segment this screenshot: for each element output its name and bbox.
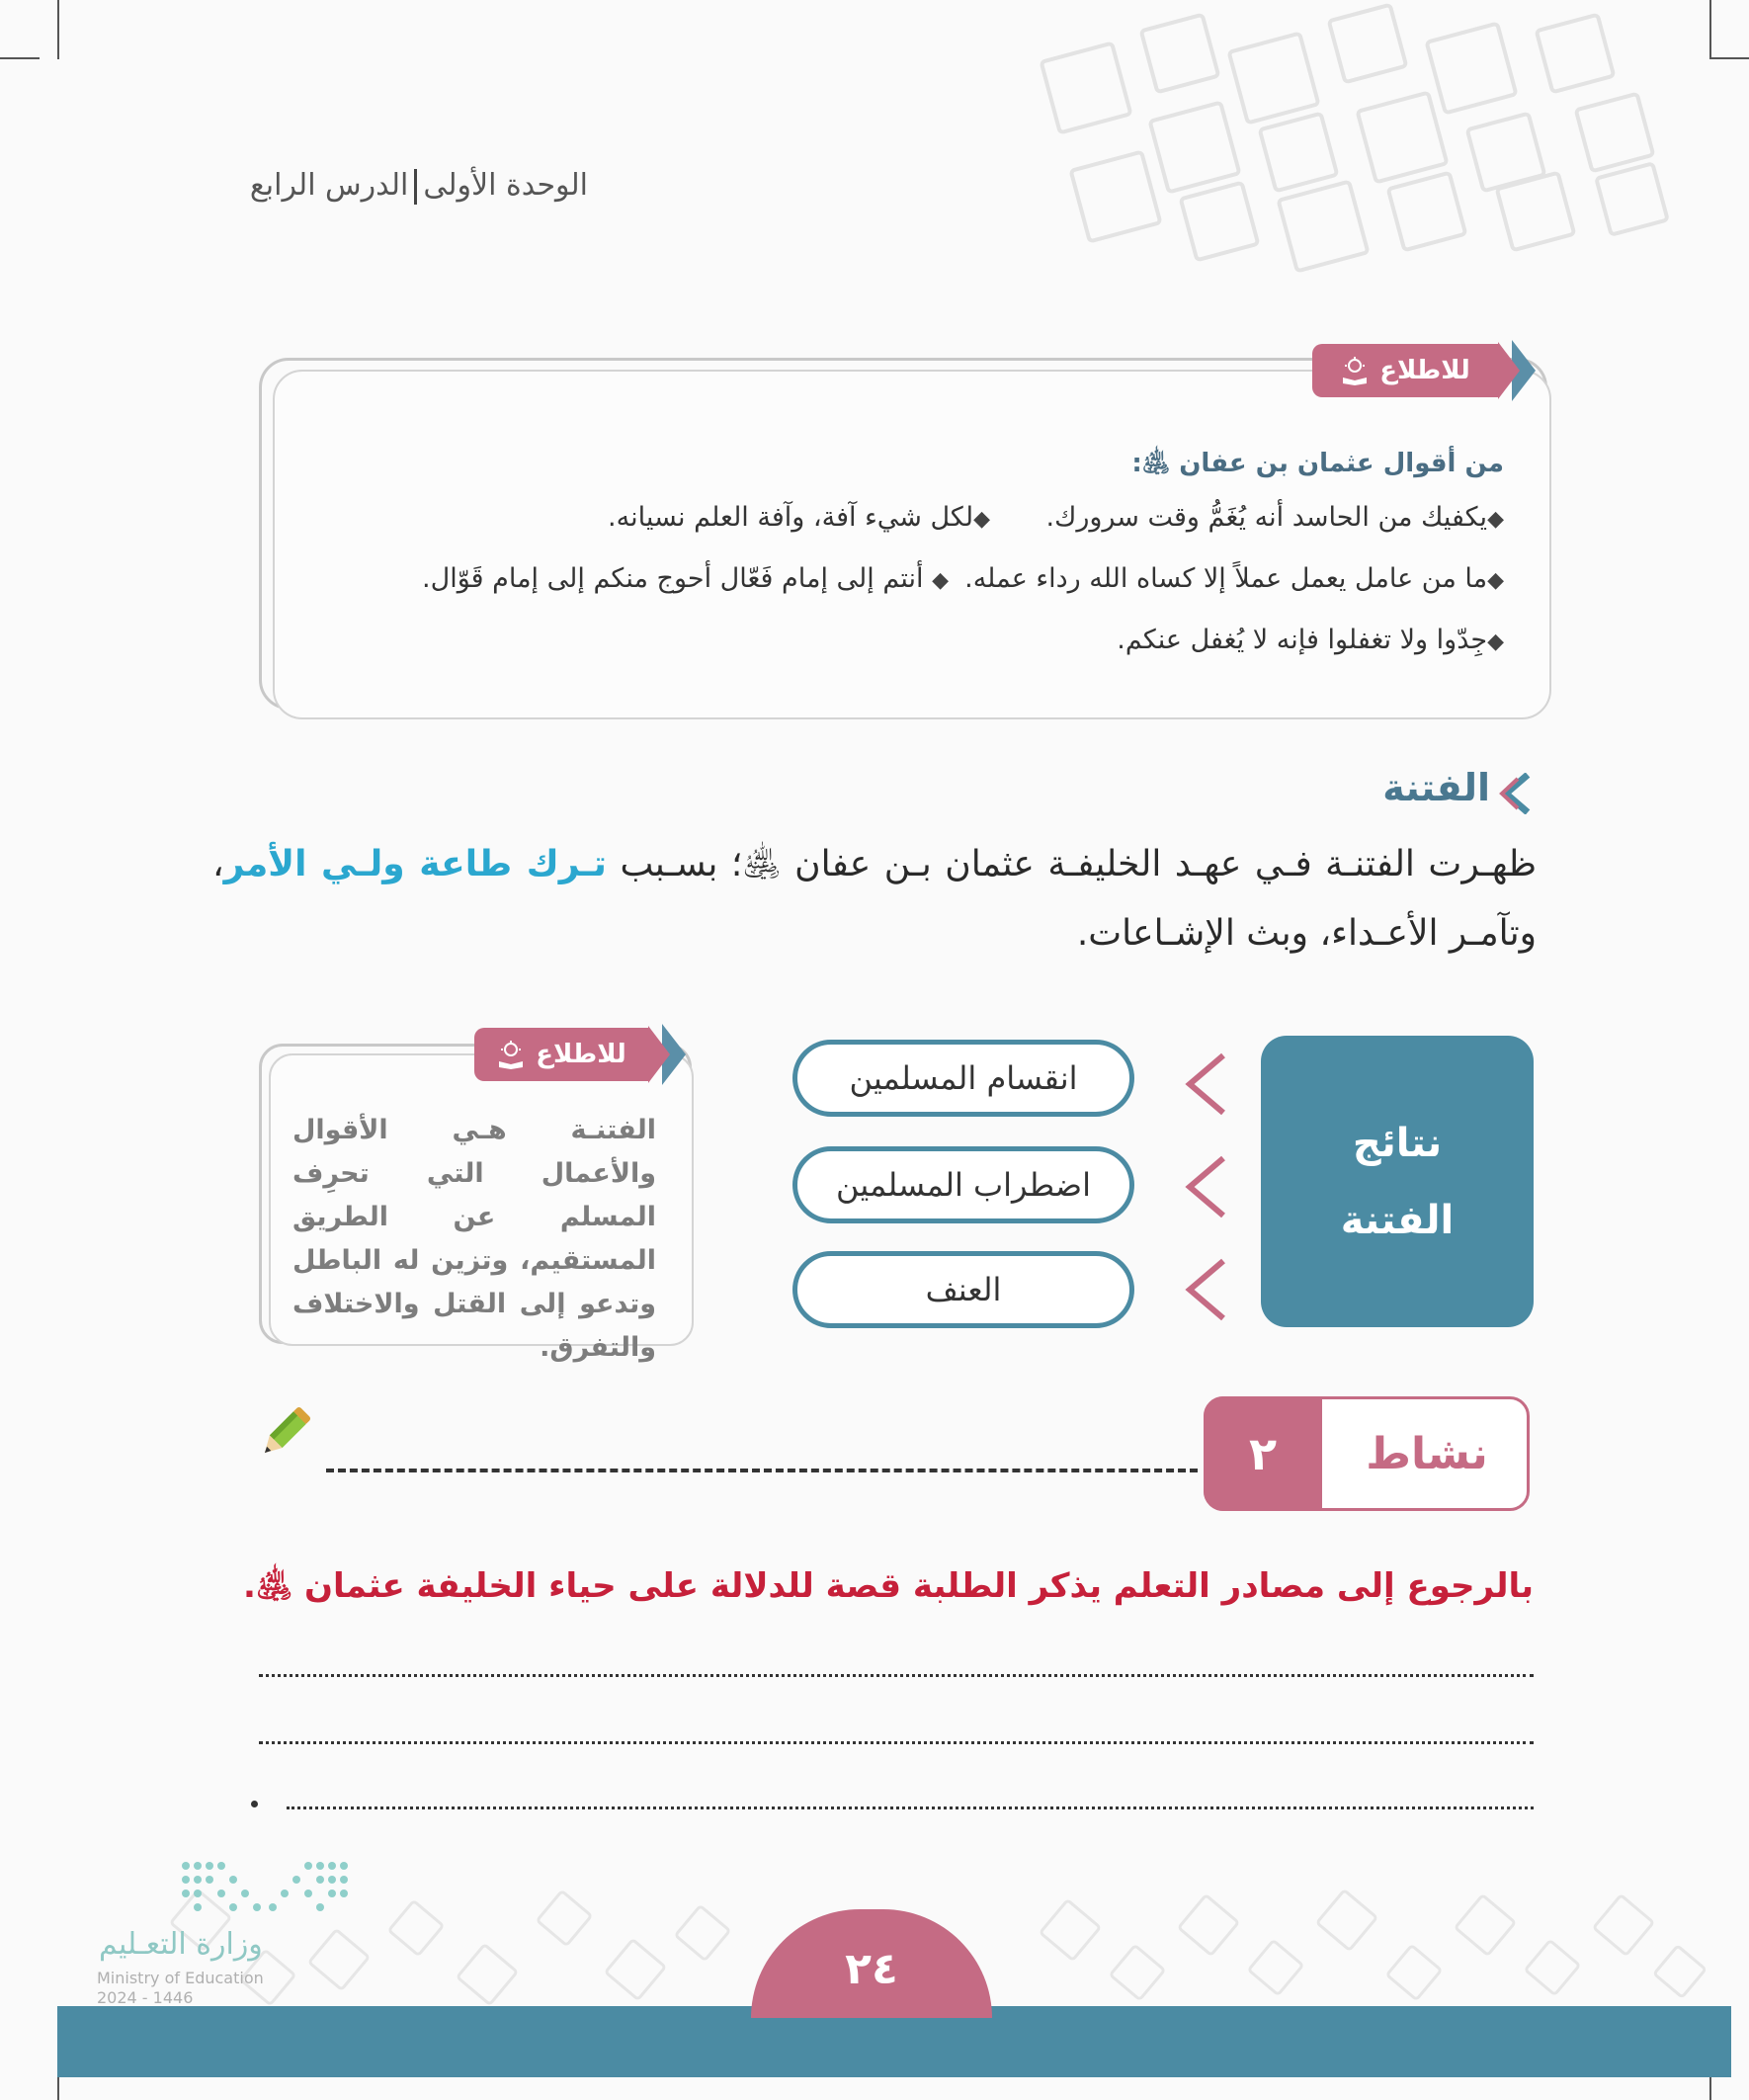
saying-item: ◆لكل شيء آفة، وآفة العلم نسيانه. bbox=[608, 502, 990, 533]
ministry-year: 2024 - 1446 bbox=[97, 1988, 194, 2007]
section-paragraph: ظهـرت الفتنـة فـي عهـد الخليفـة عثمان بـن عفان ﵁؛ بسـبب تـرك طاعة ولـي الأمر، وتآمـر الأعـداء، وبث الإشـاعات. bbox=[212, 844, 1537, 954]
result-item: اضطراب المسلمين bbox=[792, 1146, 1134, 1223]
lesson-title: الدرس الرابع bbox=[249, 168, 409, 203]
ministry-name-en: Ministry of Education bbox=[97, 1969, 264, 1987]
chevron-left-icon bbox=[1182, 1051, 1229, 1117]
crop-mark bbox=[57, 0, 59, 59]
highlighted-term: تـرك طاعة ولـي الأمر bbox=[223, 844, 607, 884]
saying-item: ◆ما من عامل يعمل عملاً إلا كساه الله رداء عمله. bbox=[964, 563, 1504, 594]
activity-number: ٢ bbox=[1204, 1396, 1322, 1511]
pencil-icon bbox=[251, 1401, 316, 1467]
info-badge-label: للاطلاع bbox=[1379, 356, 1470, 385]
info-badge-label: للاطلاع bbox=[536, 1040, 626, 1069]
info-badge bbox=[474, 1028, 648, 1081]
chevron-left-icon bbox=[1182, 1257, 1229, 1322]
crop-mark bbox=[1709, 57, 1749, 59]
results-title-line: الفتنة bbox=[1340, 1197, 1455, 1243]
result-item: انقسام المسلمين bbox=[792, 1040, 1134, 1117]
chevron-left-icon bbox=[1182, 1154, 1229, 1219]
definition-text: الفتنـة هـي الأقوال والأعمال التي تحرِف المسلم عن الطريق المستقيم، وتزين له الباطل وتدعو إلى القتل والاختلاف والتفرق. bbox=[292, 1115, 656, 1363]
result-item: العنف bbox=[792, 1251, 1134, 1328]
answer-line-dot bbox=[251, 1801, 258, 1807]
answer-line[interactable] bbox=[287, 1806, 1534, 1809]
sayings-title: من أقوال عثمان بن عفان ﵁: bbox=[1131, 449, 1504, 478]
section-heading: الفتنة bbox=[1382, 766, 1490, 809]
lightbulb-book-icon bbox=[496, 1040, 526, 1069]
crop-mark bbox=[0, 57, 40, 59]
section-chevron-icon bbox=[1498, 773, 1532, 814]
answer-line[interactable] bbox=[259, 1741, 1534, 1744]
answer-line[interactable] bbox=[259, 1674, 1534, 1677]
lightbulb-book-icon bbox=[1340, 356, 1370, 385]
results-title-line: نتائج bbox=[1352, 1120, 1443, 1166]
saying-item: ◆يكفيك من الحاسد أنه يُغَمُّ وقت سرورك. bbox=[1045, 502, 1504, 533]
saying-item: ◆جِدّوا ولا تغفلوا فإنه لا يُغفل عنكم. bbox=[1117, 625, 1504, 655]
badge-arrow bbox=[1498, 342, 1520, 399]
crop-mark bbox=[1709, 0, 1711, 59]
unit-title: الوحدة الأولى bbox=[423, 168, 588, 203]
saying-item: ◆ أنتم إلى إمام فَعّال أحوج منكم إلى إمام قَوّال. bbox=[422, 563, 949, 594]
info-box-sayings bbox=[273, 370, 1551, 719]
header-divider bbox=[414, 169, 417, 205]
info-badge bbox=[1312, 344, 1498, 397]
activity-dashed-line bbox=[326, 1469, 1198, 1472]
badge-arrow bbox=[648, 1026, 670, 1083]
activity-question: بالرجوع إلى مصادر التعلم يذكر الطلبة قصة للدلالة على حياء الخليفة عثمان ﵁. bbox=[243, 1566, 1534, 1606]
results-title-box bbox=[1261, 1036, 1534, 1327]
ministry-name-ar: وزارة التعـليم bbox=[99, 1927, 263, 1962]
unit-lesson-header bbox=[250, 168, 588, 205]
ministry-logo-dots bbox=[178, 1858, 351, 1917]
activity-label: نشاط bbox=[1366, 1428, 1488, 1479]
page-number: ٢٤ bbox=[751, 1909, 992, 2018]
